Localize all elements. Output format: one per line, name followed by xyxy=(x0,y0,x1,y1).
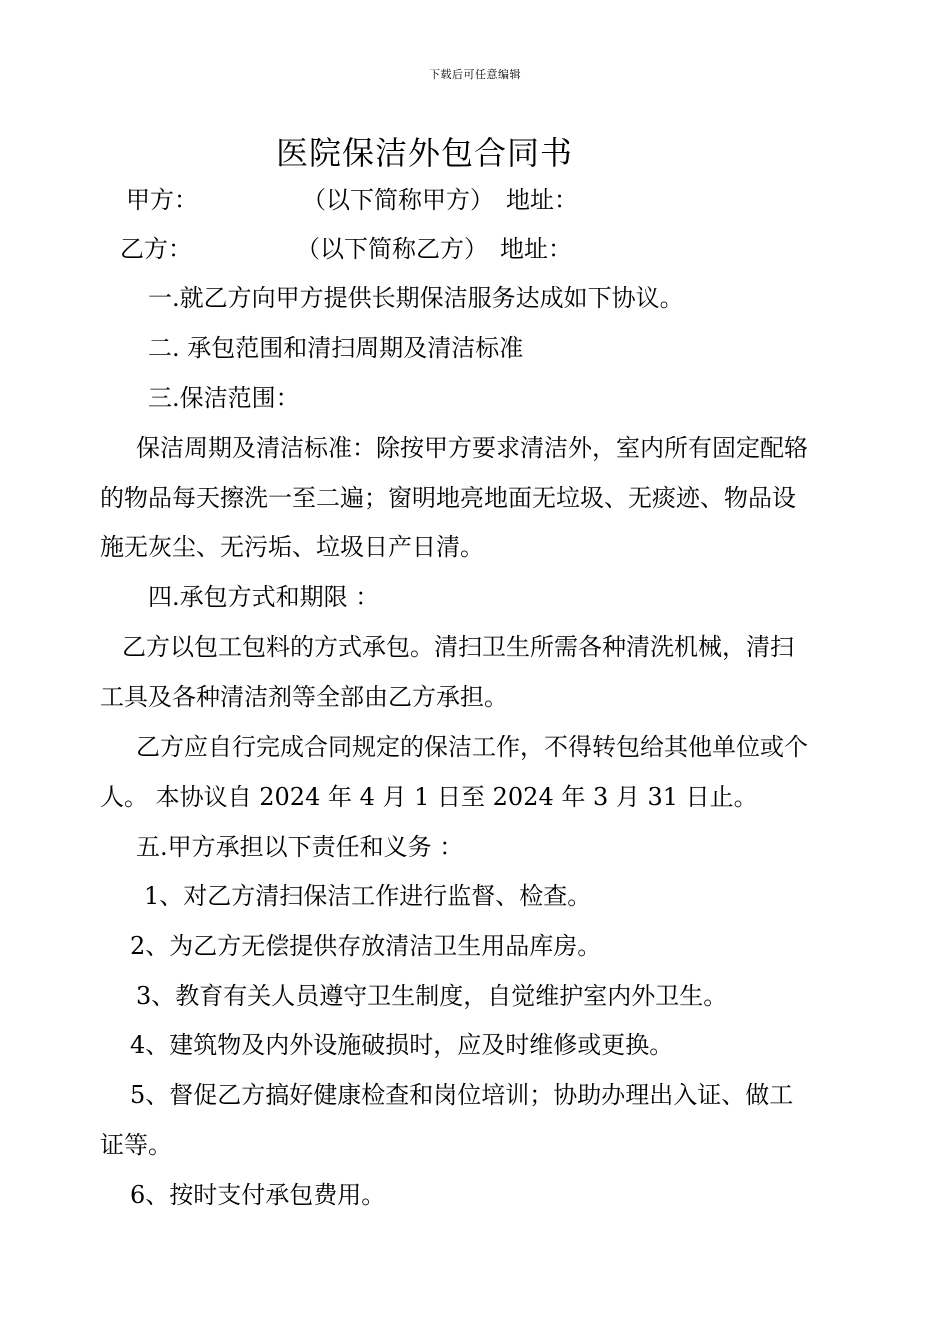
clause-4-text-line-1: 乙方以包工包料的方式承包。清扫卫生所需各种清洗机械，清扫 xyxy=(122,633,794,661)
clause-2-heading: 二. 承包范围和清扫周期及清洁标准 xyxy=(148,334,524,362)
duty-item-3: 3、教育有关人员遵守卫生制度，自觉维护室内外卫生。 xyxy=(136,982,728,1010)
clause-5-heading: 五.甲方承担以下责任和义务 ： xyxy=(136,833,464,861)
party-a-label: 甲方： xyxy=(126,186,198,214)
duty-item-6: 6、按时支付承包费用。 xyxy=(130,1181,386,1209)
duty-item-1: 1、对乙方清扫保洁工作进行监督、检查。 xyxy=(144,882,592,910)
clause-4-text-line-3: 乙方应自行完成合同规定的保洁工作，不得转包给其他单位或个 xyxy=(136,733,808,761)
party-b-address-label: 地址： xyxy=(500,235,572,263)
party-a-line xyxy=(126,184,578,216)
standard-text-line-1: 保洁周期及清洁标准：除按甲方要求清洁外，室内所有固定配辂 xyxy=(136,434,808,462)
duty-item-4: 4、建筑物及内外设施破损时，应及时维修或更换。 xyxy=(130,1031,674,1059)
duty-item-5-line-1: 5、督促乙方搞好健康检查和岗位培训；协助办理出入证、做工 xyxy=(130,1081,794,1109)
standard-text-line-2: 的物品每天擦洗一至二遍；窗明地亮地面无垃圾、无痰迹、物品设 xyxy=(100,484,796,512)
standard-text-line-3: 施无灰尘、无污垢、垃圾日产日清。 xyxy=(100,533,484,561)
clause-4-heading: 四.承包方式和期限 ： xyxy=(148,583,380,611)
party-b-alias: （以下简称乙方） xyxy=(296,235,488,263)
clause-4-text-line-4: 人。 本协议自 2024 年 4 月 1 日至 2024 年 3 月 31 日止。 xyxy=(100,783,758,811)
party-a-address-label: 地址： xyxy=(506,186,578,214)
party-b-line xyxy=(120,233,572,265)
duty-item-2: 2、为乙方无偿提供存放清洁卫生用品库房。 xyxy=(130,932,602,960)
clause-1: 一.就乙方向甲方提供长期保洁服务达成如下协议。 xyxy=(148,284,684,312)
clause-3-heading: 三.保洁范围： xyxy=(148,384,300,412)
party-a-alias: （以下简称甲方） xyxy=(302,186,494,214)
party-b-label: 乙方： xyxy=(120,235,192,263)
duty-item-5-line-2: 证等。 xyxy=(100,1131,172,1159)
page-header: 下载后可任意编辑 xyxy=(429,68,521,81)
clause-4-text-line-2: 工具及各种清洁剂等全部由乙方承担。 xyxy=(100,683,508,711)
document-title: 医院保洁外包合同书 xyxy=(276,134,574,172)
